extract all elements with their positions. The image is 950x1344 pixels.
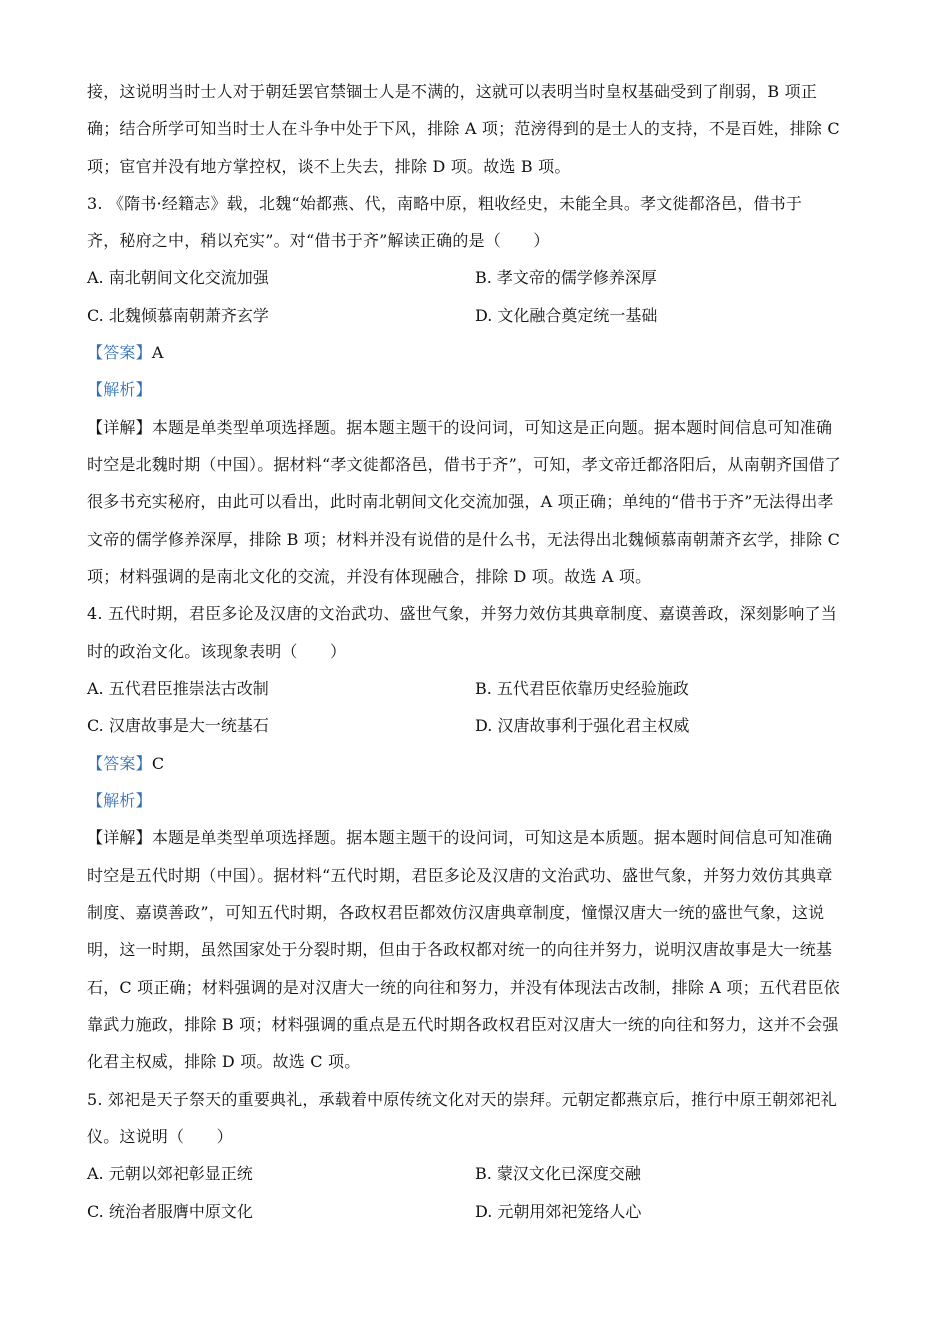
q3-detail-text: 本题是单类型单项选择题。据本题主题干的设问词，可知这是正向题。据本题时间信息可知准确 (151, 418, 833, 437)
q3-option-b: B. 孝文帝的儒学修养深厚 (475, 268, 657, 287)
q3-detail-line: 很多书充实秘府，由此可以看出，此时南北朝间文化交流加强，A 项正确；单纯的“借书于齐”无法得出孝 (87, 492, 834, 511)
q3-answer-value: A (151, 343, 164, 362)
q4-detail-line: 化君主权威，排除 D 项。故选 C 项。 (87, 1052, 361, 1071)
q4-detail-line: 明，这一时期，虽然国家处于分裂时期，但由于各政权都对统一的向往并努力，说明汉唐故事是大一统基 (87, 940, 833, 959)
q5-stem-line: 5. 郊祀是天子祭天的重要典礼，承载着中原传统文化对天的崇拜。元朝定都燕京后，推行中原王朝郊祀礼 (87, 1090, 837, 1109)
q5-stem-line: 仪。这说明（ ） (87, 1127, 233, 1146)
detail-label: 【详解】 (87, 418, 152, 437)
answer-label: 【答案】 (87, 343, 152, 362)
q3-detail-line (87, 418, 877, 438)
prev-detail-line: 确；结合所学可知当时士人在斗争中处于下风，排除 A 项；范滂得到的是士人的支持，不是百姓，排除 C (87, 119, 840, 138)
q4-option-b: B. 五代君臣依靠历史经验施政 (475, 679, 689, 698)
q4-answer-value: C (151, 754, 165, 773)
answer-label: 【答案】 (87, 754, 152, 773)
q4-analysis-row (87, 791, 877, 811)
q4-detail-line: 石，C 项正确；材料强调的是对汉唐大一统的向往和努力，并没有体现法古改制，排除 A 项；五代君臣依 (87, 978, 840, 997)
q3-option-c: C. 北魏倾慕南朝萧齐玄学 (87, 306, 269, 325)
q4-stem-line: 时的政治文化。该现象表明（ ） (87, 642, 347, 661)
q4-detail-text: 本题是单类型单项选择题。据本题主题干的设问词，可知这是本质题。据本题时间信息可知准确 (151, 828, 833, 847)
q3-stem-line: 3. 《隋书·经籍志》载，北魏“始都燕、代，南略中原，粗收经史，未能全具。孝文徙都洛邑，借书于 (87, 194, 803, 213)
analysis-label: 【解析】 (87, 791, 152, 810)
detail-label: 【详解】 (87, 828, 152, 847)
q4-detail-line: 时空是五代时期（中国）。据材料“五代时期，君臣多论及汉唐的文治武功、盛世气象，并努力效仿其典章 (87, 866, 833, 885)
q3-detail-line: 项；材料强调的是南北文化的交流，并没有体现融合，排除 D 项。故选 A 项。 (87, 567, 652, 586)
q4-detail-line: 靠武力施政，排除 B 项；材料强调的重点是五代时期各政权君臣对汉唐大一统的向往和努力，这并不会强 (87, 1015, 839, 1034)
q4-detail-line: 制度、嘉谟善政”，可知五代时期，各政权君臣都效仿汉唐典章制度，憧憬汉唐大一统的盛世气象，这说 (87, 903, 825, 922)
q5-option-b: B. 蒙汉文化已深度交融 (475, 1164, 641, 1183)
q3-stem-line: 齐，秘府之中，稍以充实”。对“借书于齐”解读正确的是（ ） (87, 231, 550, 250)
q5-option-d: D. 元朝用郊祀笼络人心 (475, 1202, 642, 1221)
q4-option-c: C. 汉唐故事是大一统基石 (87, 716, 269, 735)
q4-option-d: D. 汉唐故事利于强化君主权威 (475, 716, 690, 735)
q3-option-d: D. 文化融合奠定统一基础 (475, 306, 658, 325)
q3-answer-row (87, 343, 877, 363)
q4-detail-line (87, 828, 877, 848)
q4-answer-row (87, 754, 877, 774)
q3-detail-line: 时空是北魏时期（中国）。据材料“孝文徙都洛邑，借书于齐”，可知，孝文帝迁都洛阳后，从南朝齐国借了 (87, 455, 841, 474)
q4-stem-line: 4. 五代时期，君臣多论及汉唐的文治武功、盛世气象，并努力效仿其典章制度、嘉谟善政，深刻影响了当 (87, 604, 837, 623)
prev-detail-line: 接，这说明当时士人对于朝廷罢官禁锢士人是不满的，这就可以表明当时皇权基础受到了削弱，B 项正 (87, 82, 818, 101)
q3-detail-line: 文帝的儒学修养深厚，排除 B 项；材料并没有说借的是什么书，无法得出北魏倾慕南朝萧齐玄学，排除 C (87, 530, 841, 549)
q5-option-a: A. 元朝以郊祀彰显正统 (87, 1164, 253, 1183)
prev-detail-line: 项；宦官并没有地方掌控权，谈不上失去，排除 D 项。故选 B 项。 (87, 157, 571, 176)
q4-option-a: A. 五代君臣推崇法古改制 (87, 679, 269, 698)
analysis-label: 【解析】 (87, 380, 152, 399)
q3-option-a: A. 南北朝间文化交流加强 (87, 268, 269, 287)
q5-option-c: C. 统治者服膺中原文化 (87, 1202, 253, 1221)
q3-analysis-row (87, 380, 877, 400)
